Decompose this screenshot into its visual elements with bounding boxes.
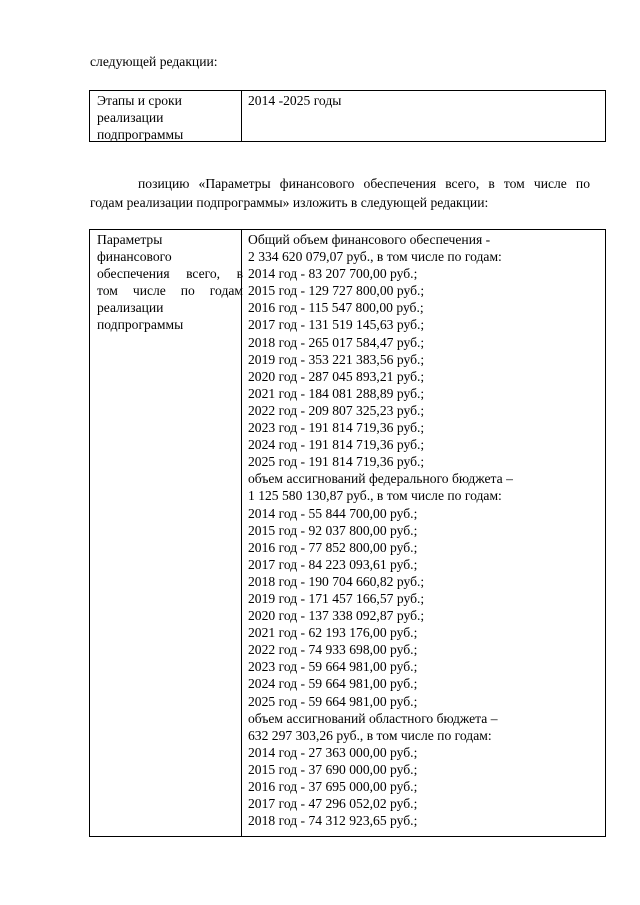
stages-label-line: Этапы и сроки: [97, 93, 182, 108]
finance-value-line: 2018 год - 265 017 584,47 руб.;: [248, 334, 425, 350]
instruction-paragraph: [90, 174, 590, 212]
finance-value-line: 2015 год - 92 037 800,00 руб.;: [248, 522, 418, 538]
finance-value-line: 2014 год - 55 844 700,00 руб.;: [248, 505, 418, 521]
finance-value-line: 2022 год - 74 933 698,00 руб.;: [248, 642, 418, 658]
intro-text: следующей редакции:: [90, 54, 218, 69]
finance-label-line: Параметры: [97, 232, 163, 247]
finance-value-line: 2019 год - 171 457 166,57 руб.;: [248, 590, 425, 606]
finance-table: [89, 229, 606, 837]
finance-label-cell: [97, 231, 243, 334]
finance-value-line: 2024 год - 191 814 719,36 руб.;: [248, 437, 425, 453]
finance-value-line: 2016 год - 37 695 000,00 руб.;: [248, 779, 418, 794]
finance-value-line: 2015 год - 129 727 800,00 руб.;: [248, 283, 425, 299]
finance-value-line: 2021 год - 184 081 288,89 руб.;: [248, 385, 425, 401]
finance-value-line: 2016 год - 77 852 800,00 руб.;: [248, 539, 418, 555]
finance-value-line: 2014 год - 83 207 700,00 руб.;: [248, 266, 418, 282]
finance-value-line: 2015 год - 37 690 000,00 руб.;: [248, 761, 418, 777]
finance-value-line: 2021 год - 62 193 176,00 руб.;: [248, 625, 418, 641]
finance-value-line: объем ассигнований федерального бюджета –: [248, 471, 513, 487]
finance-value-line: 2025 год - 191 814 719,36 руб.;: [248, 454, 425, 470]
finance-label-line: финансового: [97, 249, 172, 265]
finance-value-cell: [248, 231, 598, 829]
finance-value-line: 2024 год - 59 664 981,00 руб.;: [248, 676, 418, 692]
finance-value-line: 2020 год - 137 338 092,87 руб.;: [248, 608, 425, 624]
finance-value-line: 2018 год - 190 704 660,82 руб.;: [248, 573, 425, 589]
finance-value-line: Общий объем финансового обеспечения -: [248, 232, 491, 247]
stages-label-line: реализации: [97, 110, 164, 126]
table-bottom-border: [90, 836, 605, 837]
finance-value-line: 2017 год - 131 519 145,63 руб.;: [248, 317, 425, 333]
finance-value-line: 2 334 620 079,07 руб., в том числе по годам:: [248, 249, 502, 265]
finance-value-line: 2016 год - 115 547 800,00 руб.;: [248, 300, 424, 316]
finance-value-line: 632 297 303,26 руб., в том числе по годам:: [248, 727, 492, 743]
finance-label-line: реализации: [97, 300, 164, 316]
finance-value-line: 2017 год - 84 223 093,61 руб.;: [248, 556, 418, 572]
finance-value-line: 2022 год - 209 807 325,23 руб.;: [248, 402, 425, 418]
finance-value-line: объем ассигнований областного бюджета –: [248, 710, 498, 726]
stages-table: [89, 90, 606, 142]
paragraph-line: годам реализации подпрограммы» изложить в следующей редакции:: [90, 195, 489, 210]
finance-label-line: обеспечения всего, в: [97, 266, 243, 282]
finance-value-line: 2017 год - 47 296 052,02 руб.;: [248, 796, 418, 812]
column-divider: [241, 91, 242, 141]
finance-value-line: 2018 год - 74 312 923,65 руб.;: [248, 813, 418, 829]
finance-label-line: подпрограммы: [97, 317, 184, 333]
finance-value-line: 2020 год - 287 045 893,21 руб.;: [248, 368, 425, 384]
stages-value-cell: 2014 -2025 годы: [248, 93, 342, 108]
finance-value-line: 2019 год - 353 221 383,56 руб.;: [248, 351, 425, 367]
finance-value-line: 2025 год - 59 664 981,00 руб.;: [248, 693, 418, 709]
stages-label-cell: [97, 92, 237, 143]
finance-value-line: 1 125 580 130,87 руб., в том числе по годам:: [248, 488, 502, 504]
stages-label-line: подпрограммы: [97, 127, 184, 143]
finance-value-line: 2014 год - 27 363 000,00 руб.;: [248, 744, 418, 760]
finance-value-line: 2023 год - 191 814 719,36 руб.;: [248, 420, 425, 436]
finance-value-line: 2023 год - 59 664 981,00 руб.;: [248, 659, 418, 675]
finance-label-line: том числе по годам: [97, 283, 243, 299]
paragraph-line: позицию «Параметры финансового обеспечения всего, в том числе по: [138, 176, 590, 191]
